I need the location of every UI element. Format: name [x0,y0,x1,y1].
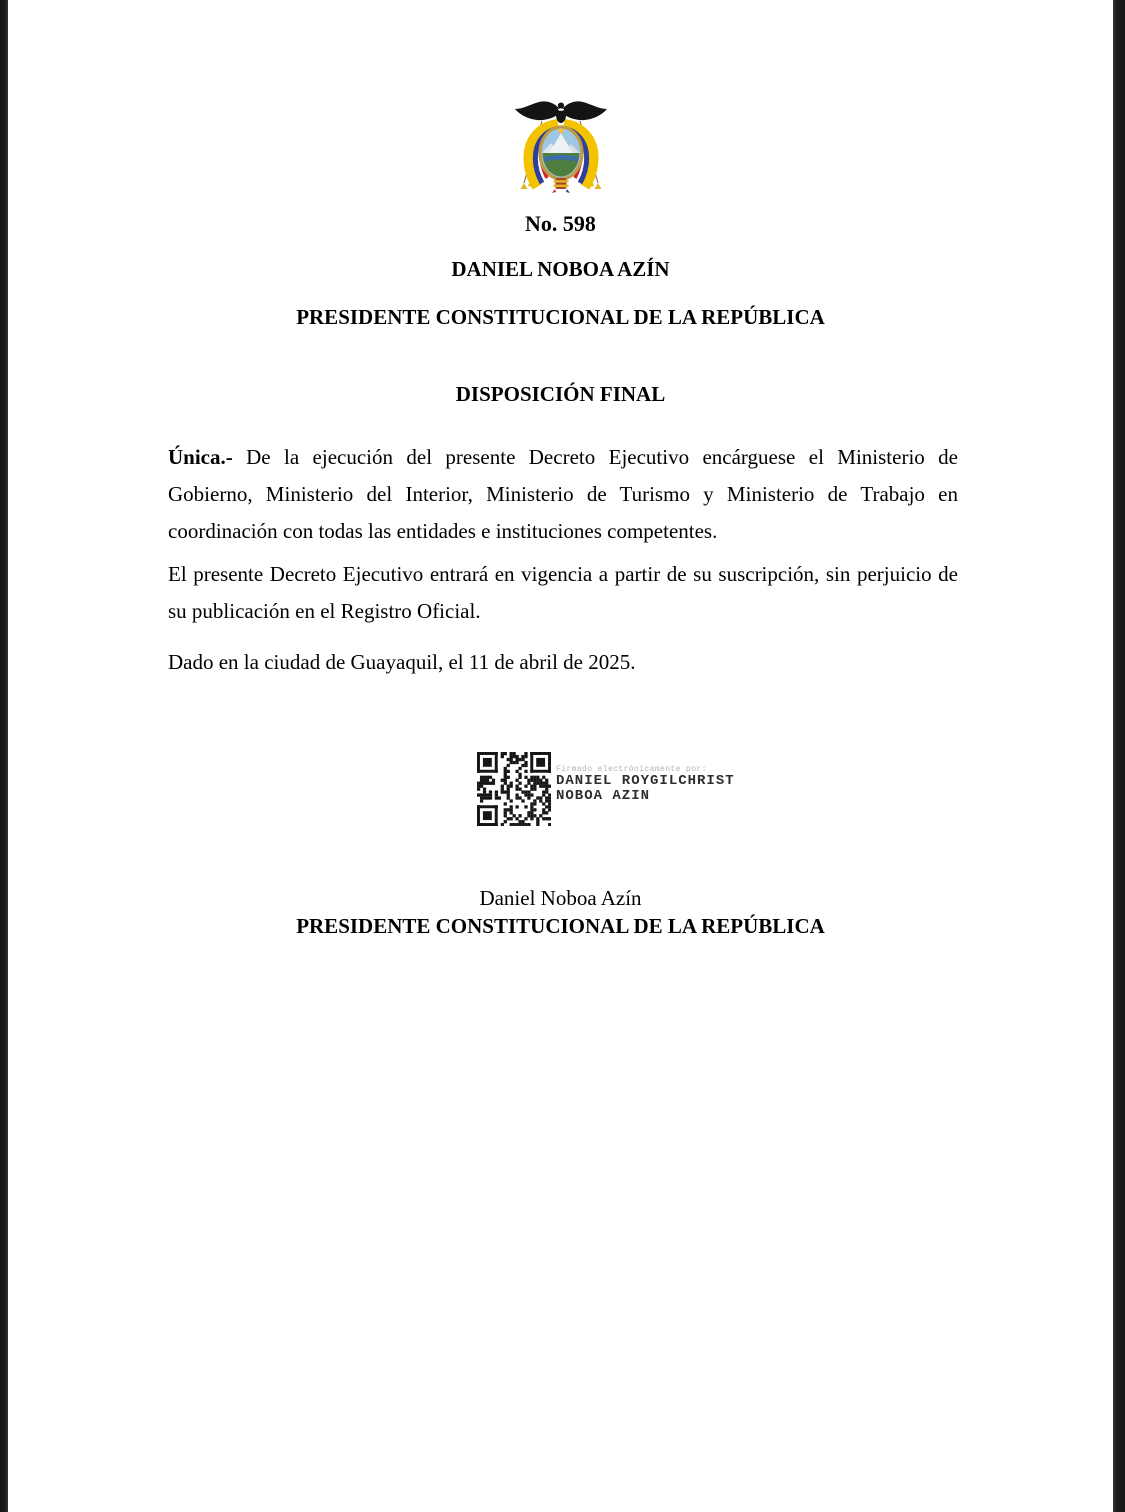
unica-text: De la ejecución del presente Decreto Ejecutivo encárguese el Ministerio de Gobierno, Ministerio del Interior, Ministerio de Turismo y Ministerio de Trabajo en coordinación con todas las entidades e instituciones competentes. [168,445,958,543]
signer-title: PRESIDENTE CONSTITUCIONAL DE LA REPÚBLICA [296,914,825,938]
paragraph-dado: Dado en la ciudad de Guayaquil, el 11 de abril de 2025. [168,650,636,674]
electronic-signature-stamp [477,752,735,826]
decree-document-page [8,0,1113,1512]
unica-label: Única.- [168,445,233,469]
section-heading: DISPOSICIÓN FINAL [455,382,666,406]
stamp-text-block [556,752,735,804]
signature-block [8,884,1113,940]
president-title-heading: PRESIDENTE CONSTITUCIONAL DE LA REPÚBLICA [296,305,825,329]
stamp-name-line1: DANIEL ROYGILCHRIST [556,773,735,789]
ecuador-coat-of-arms-icon [510,97,612,193]
viewer-right-edge-bar [1113,0,1125,1512]
stamp-name-line2: NOBOA AZIN [556,788,651,804]
qr-code [477,752,551,826]
signer-name: Daniel Noboa Azín [479,886,642,910]
president-name-heading: DANIEL NOBOA AZÍN [451,257,670,281]
stamp-prefix: Firmado electrónicamente por: [556,765,707,774]
viewer-left-edge-bar [0,0,8,1512]
decree-number: No. 598 [525,211,596,236]
paragraph-vigencia: El presente Decreto Ejecutivo entrará en vigencia a partir de su suscripción, sin perjuicio de su publicación en el Registro Oficial. [168,562,958,623]
paragraph-unica [168,439,958,550]
